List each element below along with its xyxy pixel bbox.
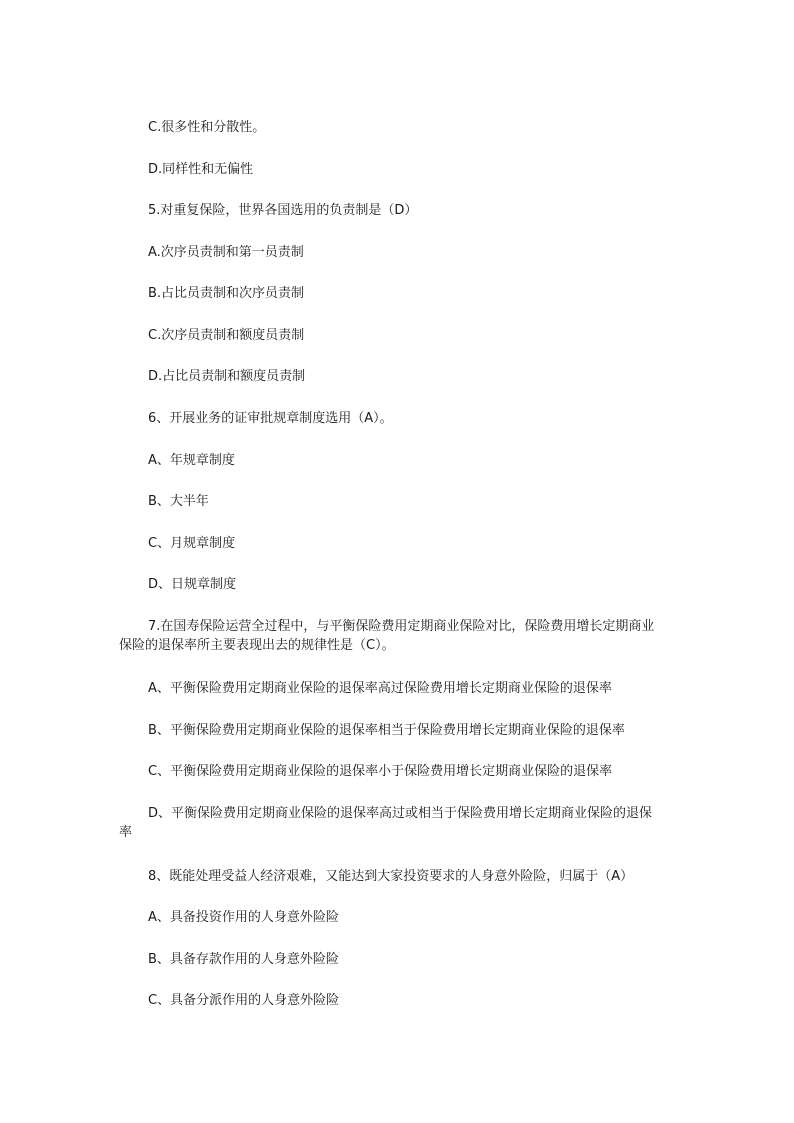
option-c-q7: C、平衡保险费用定期商业保险的退保率小于保险费用增长定期商业保险的退保率 (148, 764, 613, 779)
option-d-q4: D.同样性和无偏性 (148, 162, 254, 177)
option-c-q4: C.很多性和分散性。 (148, 120, 266, 135)
option-c-q5: C.次序员责制和额度员责制 (148, 328, 305, 343)
question-7: 7.在国寿保险运营全过程中，与平衡保险费用定期商业保险对比，保险费用增长定期商业保险的退保率所主要表现出去的规律性是（C）。 (119, 619, 655, 653)
option-c-q8: C、具备分派作用的人身意外险险 (148, 993, 340, 1008)
question-6: 6、开展业务的证审批规章制度选用（A）。 (148, 411, 393, 426)
option-d-q7: D、平衡保险费用定期商业保险的退保率高过或相当于保险费用增长定期商业保险的退保率 (119, 806, 653, 840)
option-a-q5: A.次序员责制和第一员责制 (148, 245, 304, 260)
option-d-q6: D、日规章制度 (148, 577, 237, 592)
question-8: 8、既能处理受益人经济艰难，又能达到大家投资要求的人身意外险险，归属于（A） (148, 869, 634, 884)
option-b-q5: B.占比员责制和次序员责制 (148, 286, 305, 301)
option-a-q7: A、平衡保险费用定期商业保险的退保率高过保险费用增长定期商业保险的退保率 (148, 681, 612, 696)
option-c-q6: C、月规章制度 (148, 536, 236, 551)
question-5: 5.对重复保险，世界各国选用的负责制是（D） (148, 203, 418, 218)
option-b-q8: B、具备存款作用的人身意外险险 (148, 952, 339, 967)
option-a-q6: A、年规章制度 (148, 453, 235, 468)
option-d-q5: D.占比员责制和额度员责制 (148, 369, 306, 384)
option-a-q8: A、具备投资作用的人身意外险险 (148, 910, 339, 925)
option-b-q7: B、平衡保险费用定期商业保险的退保率相当于保险费用增长定期商业保险的退保率 (148, 723, 625, 738)
option-b-q6: B、大半年 (148, 494, 209, 509)
